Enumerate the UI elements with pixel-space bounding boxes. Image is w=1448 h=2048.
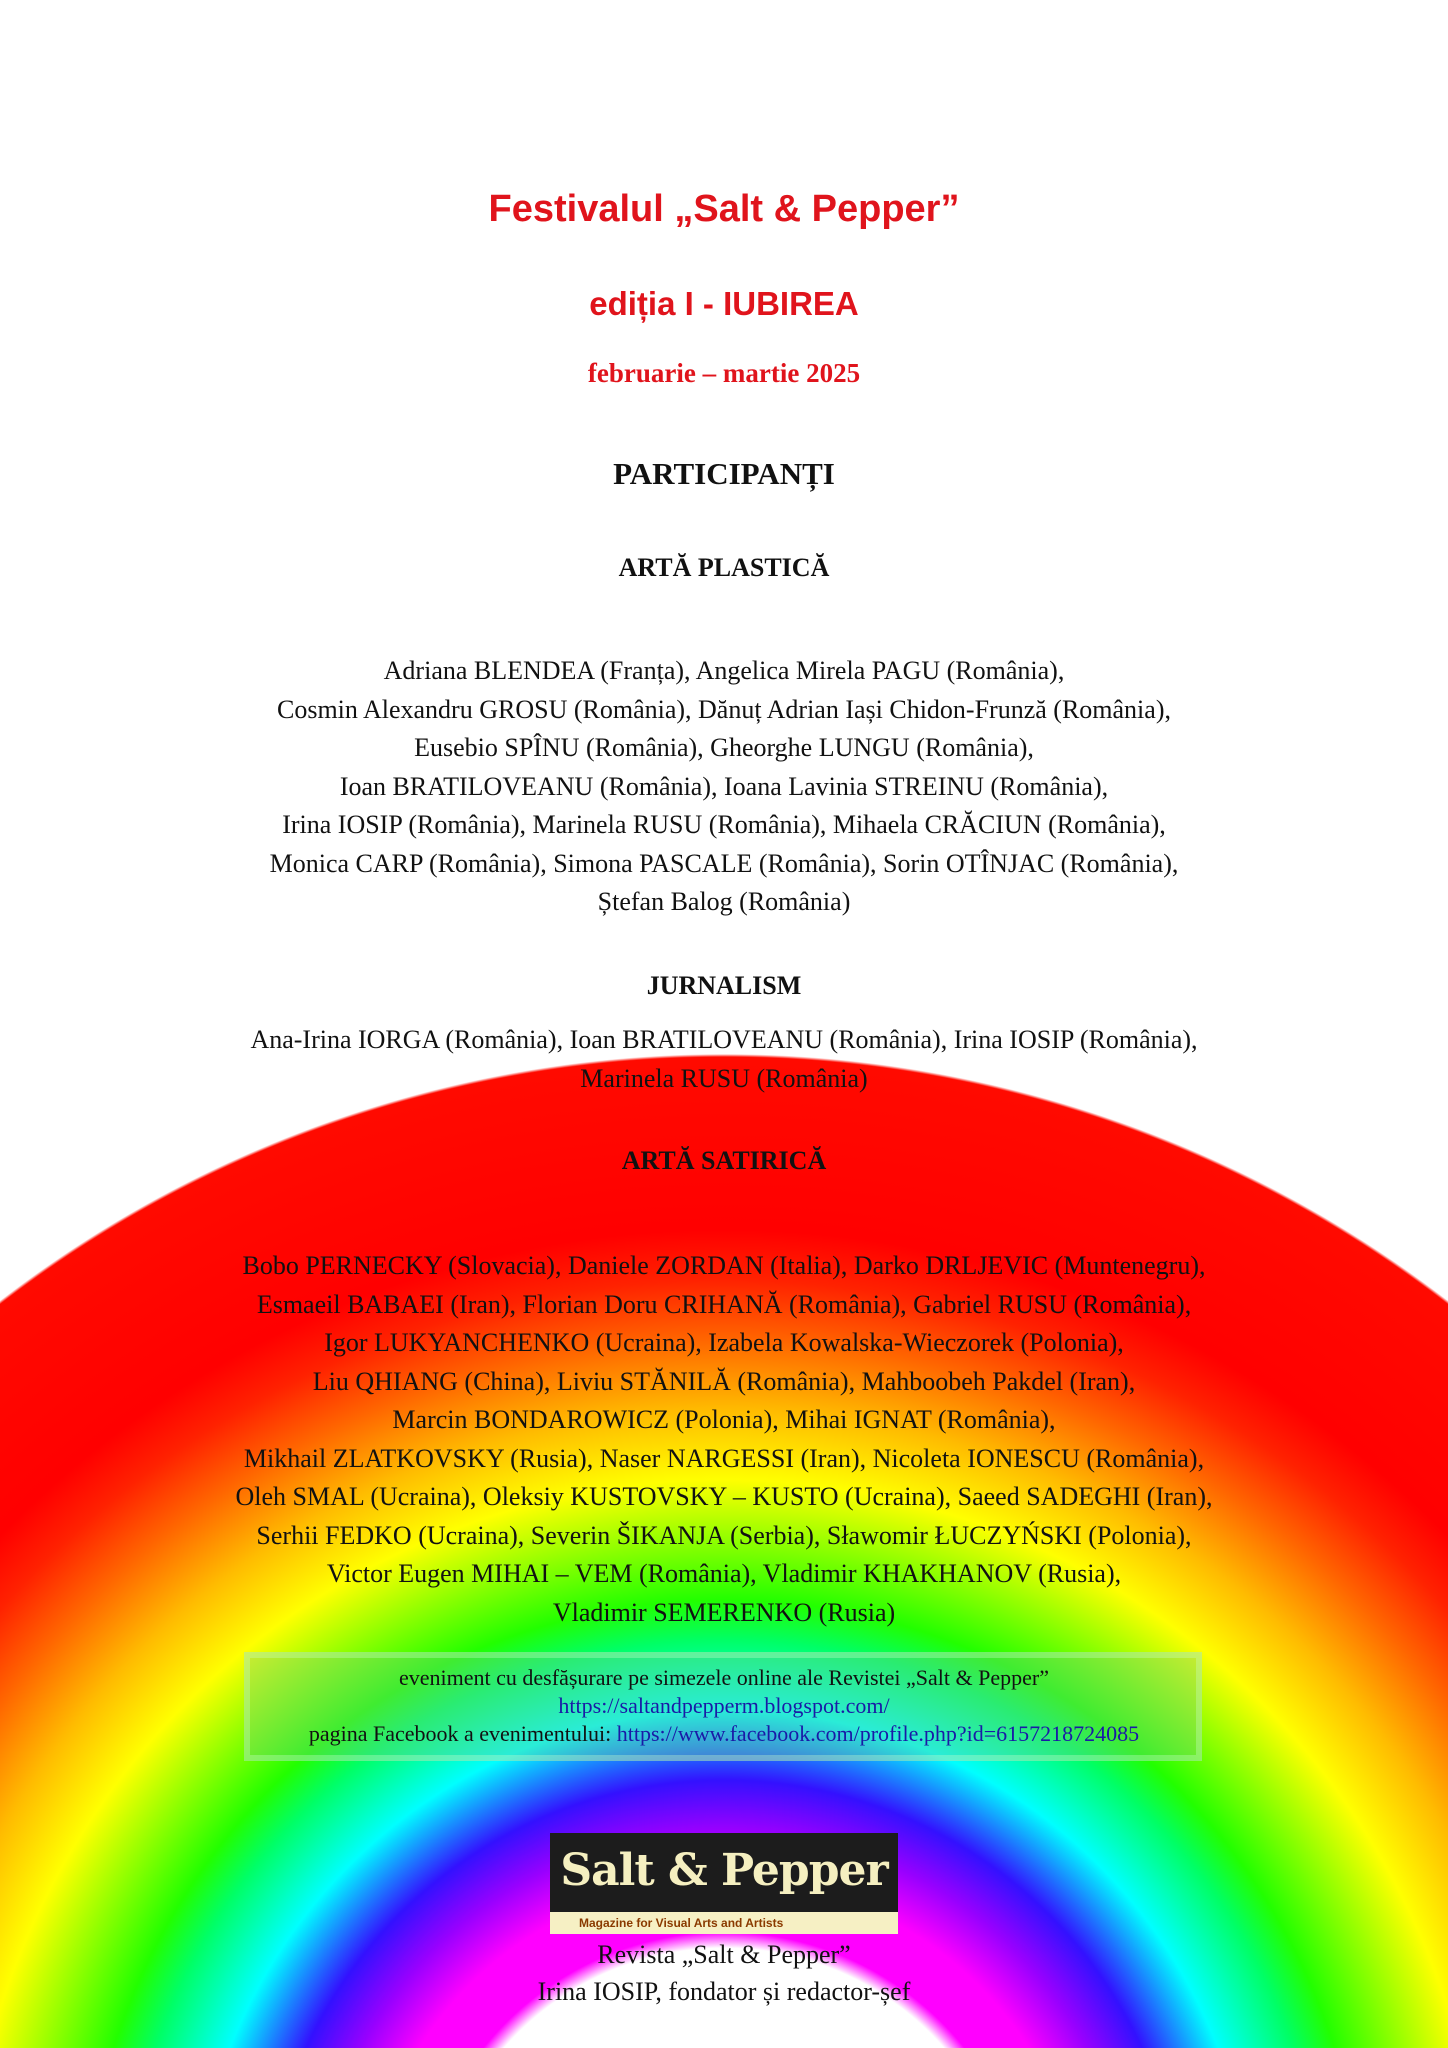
participant-line: Monica CARP (România), Simona PASCALE (România), Sorin OTÎNJAC (România), <box>269 848 1179 878</box>
event-info-text: eveniment cu desfășurare pe simezele online ale Revistei „Salt & Pepper” <box>399 1665 1049 1690</box>
participant-line: Oleh SMAL (Ucraina), Oleksiy KUSTOVSKY – KUSTO (Ucraina), Saeed SADEGHI (Iran), <box>235 1482 1213 1511</box>
section-heading-satirical-art: ARTĂ SATIRICĂ <box>621 1146 827 1175</box>
participant-line: Ana-Irina IORGA (România), Ioan BRATILOVEANU (România), Irina IOSIP (România), <box>250 1025 1198 1054</box>
facebook-link-line <box>0 1720 1448 1748</box>
journalism-participants <box>0 1021 1448 1098</box>
participant-line: Serhii FEDKO (Ucraina), Severin ŠIKANJA (Serbia), Sławomir ŁUCZYŃSKI (Polonia), <box>256 1520 1192 1550</box>
participant-line: Victor Eugen MIHAI – VEM (România), Vladimir KHAKHANOV (Rusia), <box>326 1559 1122 1588</box>
participant-line: Marinela RUSU (România) <box>580 1063 868 1093</box>
participant-line: Adriana BLENDEA (Franța), Angelica Mirela PAGU (România), <box>383 656 1065 685</box>
participant-line: Ștefan Balog (România) <box>597 887 851 916</box>
participant-line: Eusebio SPÎNU (România), Gheorghe LUNGU (România), <box>414 733 1034 762</box>
logo-tagline-bar <box>550 1912 898 1934</box>
festival-edition: ediția I - IUBIREA <box>589 285 859 322</box>
participant-line: Cosmin Alexandru GROSU (România), Dănuț Adrian Iași Chidon-Frunză (România), <box>277 694 1171 724</box>
participant-line: Liu QHIANG (China), Liviu STĂNILĂ (România), Mahboobeh Pakdel (Iran), <box>312 1366 1136 1396</box>
participant-line: Irina IOSIP (România), Marinela RUSU (România), Mihaela CRĂCIUN (România), <box>282 810 1166 839</box>
participant-line: Igor LUKYANCHENKO (Ucraina), Izabela Kowalska-Wieczorek (Polonia), <box>324 1328 1124 1357</box>
footer-magazine: Revista „Salt & Pepper” <box>597 1940 851 1969</box>
participant-line: Mikhail ZLATKOVSKY (Rusia), Naser NARGESSI (Iran), Nicoleta IONESCU (România), <box>243 1443 1205 1473</box>
plastic-art-participants <box>0 652 1448 922</box>
blog-link-line <box>0 1692 1448 1720</box>
facebook-label: pagina Facebook a evenimentului: <box>308 1721 617 1746</box>
salt-and-pepper-logo <box>550 1833 898 1934</box>
festival-dates: februarie – martie 2025 <box>587 358 861 388</box>
festival-title: Festivalul „Salt & Pepper” <box>488 188 960 230</box>
participant-line: Ioan BRATILOVEANU (România), Ioana Lavinia STREINU (România), <box>339 771 1109 801</box>
participants-heading: PARTICIPANȚI <box>613 456 835 491</box>
satirical-art-participants <box>0 1247 1448 1632</box>
facebook-link[interactable]: https://www.facebook.com/profile.php?id=6157218724085 <box>616 1721 1140 1746</box>
logo-name: Salt & Pepper <box>560 1845 888 1896</box>
participant-line: Vladimir SEMERENKO (Rusia) <box>552 1597 896 1627</box>
footer-founder: Irina IOSIP, fondator și redactor-șef <box>537 1977 911 2006</box>
logo-tagline: Magazine for Visual Arts and Artists <box>579 1916 784 1930</box>
section-heading-journalism: JURNALISM <box>646 971 802 1000</box>
participant-line: Bobo PERNECKY (Slovacia), Daniele ZORDAN (Italia), Darko DRLJEVIC (Muntenegru), <box>242 1251 1206 1280</box>
blog-link[interactable]: https://saltandpepperm.blogspot.com/ <box>558 1693 890 1718</box>
participant-line: Marcin BONDAROWICZ (Polonia), Mihai IGNAT (România), <box>392 1405 1056 1434</box>
participant-line: Esmaeil BABAEI (Iran), Florian Doru CRIHANĂ (România), Gabriel RUSU (România), <box>256 1289 1192 1319</box>
section-heading-plastic-art: ARTĂ PLASTICĂ <box>618 553 830 582</box>
